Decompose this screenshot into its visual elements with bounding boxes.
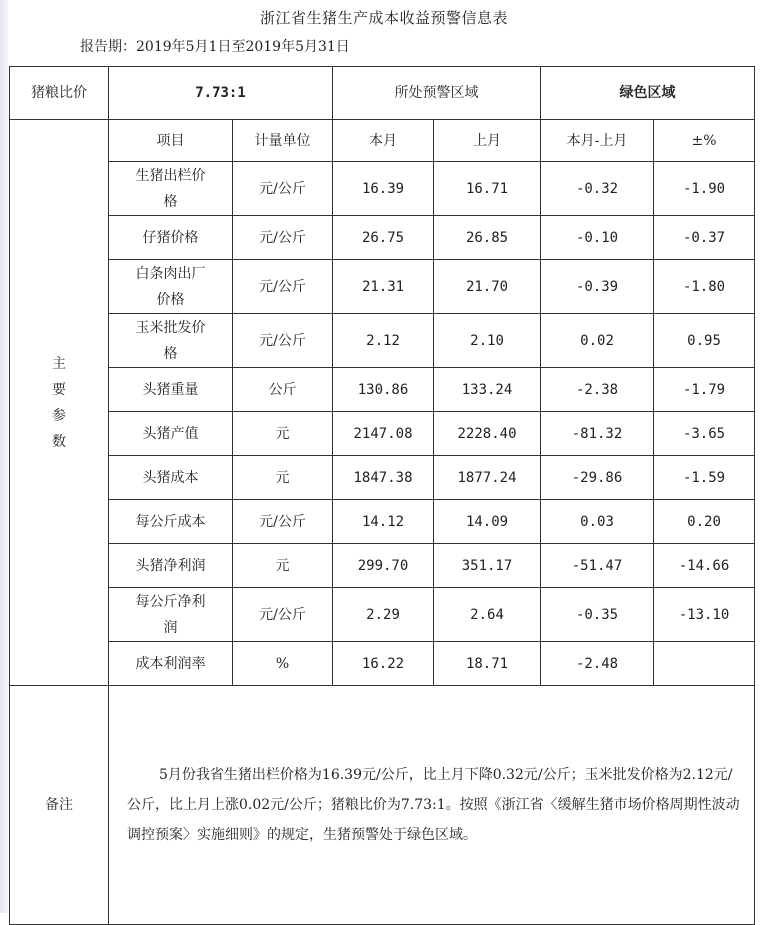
row-unit: 元/公斤 <box>233 588 333 642</box>
row-unit: % <box>233 642 333 686</box>
note-label: 备注 <box>10 686 109 925</box>
table-row <box>10 500 755 544</box>
row-this-month: 14.12 <box>333 500 434 544</box>
row-diff: -29.86 <box>541 456 654 500</box>
column-header-row <box>10 120 755 162</box>
row-item-line: 格 <box>163 193 178 210</box>
row-diff: -0.35 <box>541 588 654 642</box>
row-item-line: 头猪产值 <box>142 425 199 442</box>
row-unit: 元 <box>233 544 333 588</box>
row-diff: -2.48 <box>541 642 654 686</box>
row-item <box>109 500 233 544</box>
table-row <box>10 588 755 642</box>
row-item-line: 润 <box>163 619 178 636</box>
row-pct: -1.90 <box>654 162 755 216</box>
row-item <box>109 162 233 216</box>
row-unit: 元/公斤 <box>233 314 333 368</box>
row-diff: -0.39 <box>541 260 654 314</box>
row-diff: -0.10 <box>541 216 654 260</box>
table-row <box>10 368 755 412</box>
row-pct: -1.79 <box>654 368 755 412</box>
row-last-month: 18.71 <box>434 642 541 686</box>
row-pct: -13.10 <box>654 588 755 642</box>
row-item <box>109 412 233 456</box>
row-pct: 0.20 <box>654 500 755 544</box>
row-unit: 元 <box>233 456 333 500</box>
col-header-item: 项目 <box>109 120 233 162</box>
row-last-month: 351.17 <box>434 544 541 588</box>
row-last-month: 14.09 <box>434 500 541 544</box>
row-pct: -1.59 <box>654 456 755 500</box>
row-diff: -51.47 <box>541 544 654 588</box>
table-row <box>10 314 755 368</box>
row-this-month: 130.86 <box>333 368 434 412</box>
row-unit: 元/公斤 <box>233 500 333 544</box>
col-header-this-month: 本月 <box>333 120 434 162</box>
row-item-line: 头猪净利润 <box>135 557 206 574</box>
row-item-line: 生猪出栏价 <box>135 167 206 184</box>
row-item <box>109 314 233 368</box>
table-row <box>10 412 755 456</box>
col-header-last-month: 上月 <box>434 120 541 162</box>
table-row <box>10 162 755 216</box>
row-item-line: 每公斤成本 <box>135 513 206 530</box>
row-diff: -0.32 <box>541 162 654 216</box>
zone-label: 所处预警区域 <box>333 67 541 120</box>
row-this-month: 2.29 <box>333 588 434 642</box>
row-last-month: 2228.40 <box>434 412 541 456</box>
row-item <box>109 260 233 314</box>
section-label-main-params: 主 要 参 数 <box>10 120 109 686</box>
row-pct: -0.37 <box>654 216 755 260</box>
row-last-month: 133.24 <box>434 368 541 412</box>
row-diff: 0.02 <box>541 314 654 368</box>
row-item <box>109 456 233 500</box>
row-unit: 元 <box>233 412 333 456</box>
row-item <box>109 544 233 588</box>
table-row <box>10 642 755 686</box>
row-unit: 元/公斤 <box>233 260 333 314</box>
row-unit: 元/公斤 <box>233 162 333 216</box>
row-item-line: 成本利润率 <box>135 655 206 672</box>
row-diff: 0.03 <box>541 500 654 544</box>
left-edge-strip <box>0 0 8 913</box>
row-pct: -14.66 <box>654 544 755 588</box>
row-item-line: 每公斤净利 <box>135 593 206 610</box>
row-item <box>109 368 233 412</box>
table-row <box>10 216 755 260</box>
row-last-month: 1877.24 <box>434 456 541 500</box>
table-row <box>10 544 755 588</box>
row-item-line: 白条肉出厂 <box>135 265 206 282</box>
row-unit: 公斤 <box>233 368 333 412</box>
row-this-month: 2.12 <box>333 314 434 368</box>
row-item <box>109 216 233 260</box>
row-this-month: 299.70 <box>333 544 434 588</box>
document-title: 浙江省生猪生产成本收益预警信息表 <box>259 9 508 27</box>
ratio-row <box>10 67 755 120</box>
col-header-diff: 本月-上月 <box>541 120 654 162</box>
table-row <box>10 260 755 314</box>
row-this-month: 2147.08 <box>333 412 434 456</box>
row-last-month: 16.71 <box>434 162 541 216</box>
row-diff: -2.38 <box>541 368 654 412</box>
zone-value: 绿色区域 <box>541 67 755 120</box>
note-row <box>10 686 755 925</box>
row-item-line: 格 <box>163 345 178 362</box>
row-pct: -3.65 <box>654 412 755 456</box>
row-item-line: 仔猪价格 <box>142 229 199 246</box>
row-this-month: 1847.38 <box>333 456 434 500</box>
row-pct: 0.95 <box>654 314 755 368</box>
col-header-unit: 计量单位 <box>233 120 333 162</box>
row-item-line: 玉米批发价 <box>135 319 206 336</box>
row-this-month: 16.22 <box>333 642 434 686</box>
row-diff: -81.32 <box>541 412 654 456</box>
row-item-line: 头猪成本 <box>142 469 199 486</box>
warning-info-table <box>9 66 755 925</box>
row-last-month: 21.70 <box>434 260 541 314</box>
row-last-month: 2.64 <box>434 588 541 642</box>
row-item-line: 价格 <box>156 291 185 308</box>
ratio-value: 7.73:1 <box>109 67 333 120</box>
row-unit: 元/公斤 <box>233 216 333 260</box>
row-this-month: 21.31 <box>333 260 434 314</box>
row-item-line: 头猪重量 <box>142 381 199 398</box>
row-item <box>109 588 233 642</box>
row-pct <box>654 642 755 686</box>
row-item <box>109 642 233 686</box>
col-header-pct: ±% <box>654 120 755 162</box>
row-this-month: 26.75 <box>333 216 434 260</box>
table-row <box>10 456 755 500</box>
note-text: 5月份我省生猪出栏价格为16.39元/公斤，比上月下降0.32元/公斤；玉米批发价格为2.12元/公斤，比上月上涨0.02元/公斤；猪粮比价为7.73:1。按照《浙江省〈缓解生猪市场价格周期性波动调控预案〉实施细则》的规定，生猪预警处于绿色区域。 <box>109 686 755 925</box>
row-last-month: 26.85 <box>434 216 541 260</box>
row-last-month: 2.10 <box>434 314 541 368</box>
report-period: 报告期：2019年5月1日至2019年5月31日 <box>80 39 350 55</box>
row-this-month: 16.39 <box>333 162 434 216</box>
ratio-label: 猪粮比价 <box>10 67 109 120</box>
row-pct: -1.80 <box>654 260 755 314</box>
